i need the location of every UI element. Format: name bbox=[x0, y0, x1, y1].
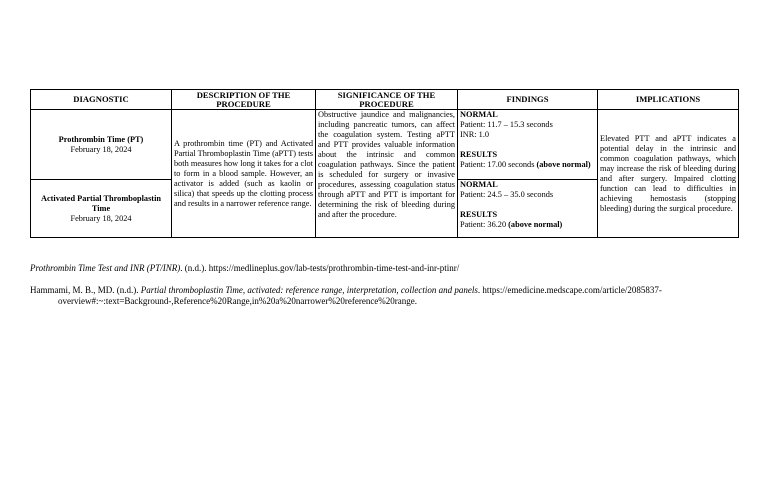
diagnostic-cell-aptt bbox=[31, 180, 172, 238]
findings-normal-label: NORMAL bbox=[460, 180, 498, 189]
findings-normal-inr: INR: 1.0 bbox=[460, 130, 490, 139]
findings-results-label: RESULTS bbox=[460, 210, 498, 219]
header-description: DESCRIPTION OF THE PROCEDURE bbox=[172, 90, 316, 110]
reference-1 bbox=[30, 263, 459, 274]
findings-results-label: RESULTS bbox=[460, 150, 498, 159]
implications-cell: Elevated PTT and aPTT indicates a potential delay in the intrinsic and common coagulation pathways, which may increase the risk of bleeding during and after surgery. Impaired clotting function can lead to difficulties in achieving hemostasis (stopping bleeding) during the surgical procedure. bbox=[598, 110, 739, 238]
significance-cell: Obstructive jaundice and malignancies, including pancreatic tumors, can affect the coagulation system. Testing aPTT and PTT provides valuable information about the intrinsic and common coagulation pathways. Since the patient is scheduled for surgery or invasive procedures, assessing coagulation status through aPTT and PTT is important for determining the risk of bleeding during and after the procedure. bbox=[316, 110, 458, 238]
reference-rest: . https://emedicine.medscape.com/article/2085837-overview#:~:text=Background-,Reference%20Range,in%20a%20narrower%20reference%20range. bbox=[58, 285, 662, 306]
table-row bbox=[31, 110, 739, 180]
header-significance: SIGNIFICANCE OF THE PROCEDURE bbox=[316, 90, 458, 110]
findings-results-value: Patient: 36.20 bbox=[460, 220, 507, 229]
header-findings: FINDINGS bbox=[458, 90, 598, 110]
header-implications: IMPLICATIONS bbox=[598, 90, 739, 110]
diagnostic-date: February 18, 2024 bbox=[70, 144, 132, 154]
reference-author: Hammami, M. B., MD. (n.d.). bbox=[30, 285, 141, 295]
description-cell: A prothrombin time (PT) and Activated Partial Thromboplastin Time (aPTT) tests both measures how long it takes for a clot to form in a blood sample. However, an activator is added (such as kaolin or silica) that speeds up the clotting process and results in a narrower reference range. bbox=[172, 110, 316, 238]
diagnostic-name: Prothrombin Time (PT) bbox=[58, 134, 144, 144]
diagnostic-date: February 18, 2024 bbox=[70, 213, 132, 223]
findings-normal-range: Patient: 11.7 – 15.3 seconds bbox=[460, 120, 553, 129]
findings-results-value: Patient: 17.00 seconds bbox=[460, 160, 535, 169]
header-diagnostic: DIAGNOSTIC bbox=[31, 90, 172, 110]
reference-title: Partial thromboplastin Time, activated: reference range, interpretation, collection and panels bbox=[140, 285, 478, 295]
diagnostic-cell-pt bbox=[31, 110, 172, 180]
reference-2 bbox=[30, 285, 768, 307]
findings-normal-label: NORMAL bbox=[460, 110, 498, 119]
findings-cell-pt bbox=[458, 110, 598, 180]
findings-results-flag: (above normal) bbox=[508, 220, 563, 229]
reference-rest: . (n.d.). https://medlineplus.gov/lab-tests/prothrombin-time-test-and-inr-ptinr/ bbox=[180, 263, 460, 273]
findings-normal-range: Patient: 24.5 – 35.0 seconds bbox=[460, 190, 554, 199]
diagnostic-name: Activated Partial Thromboplastin Time bbox=[40, 193, 161, 213]
reference-title: Prothrombin Time Test and INR (PT/INR) bbox=[30, 263, 181, 273]
findings-results-flag: (above normal) bbox=[536, 160, 591, 169]
findings-cell-aptt bbox=[458, 180, 598, 238]
table-header-row bbox=[31, 90, 739, 110]
diagnostics-table bbox=[30, 89, 739, 238]
